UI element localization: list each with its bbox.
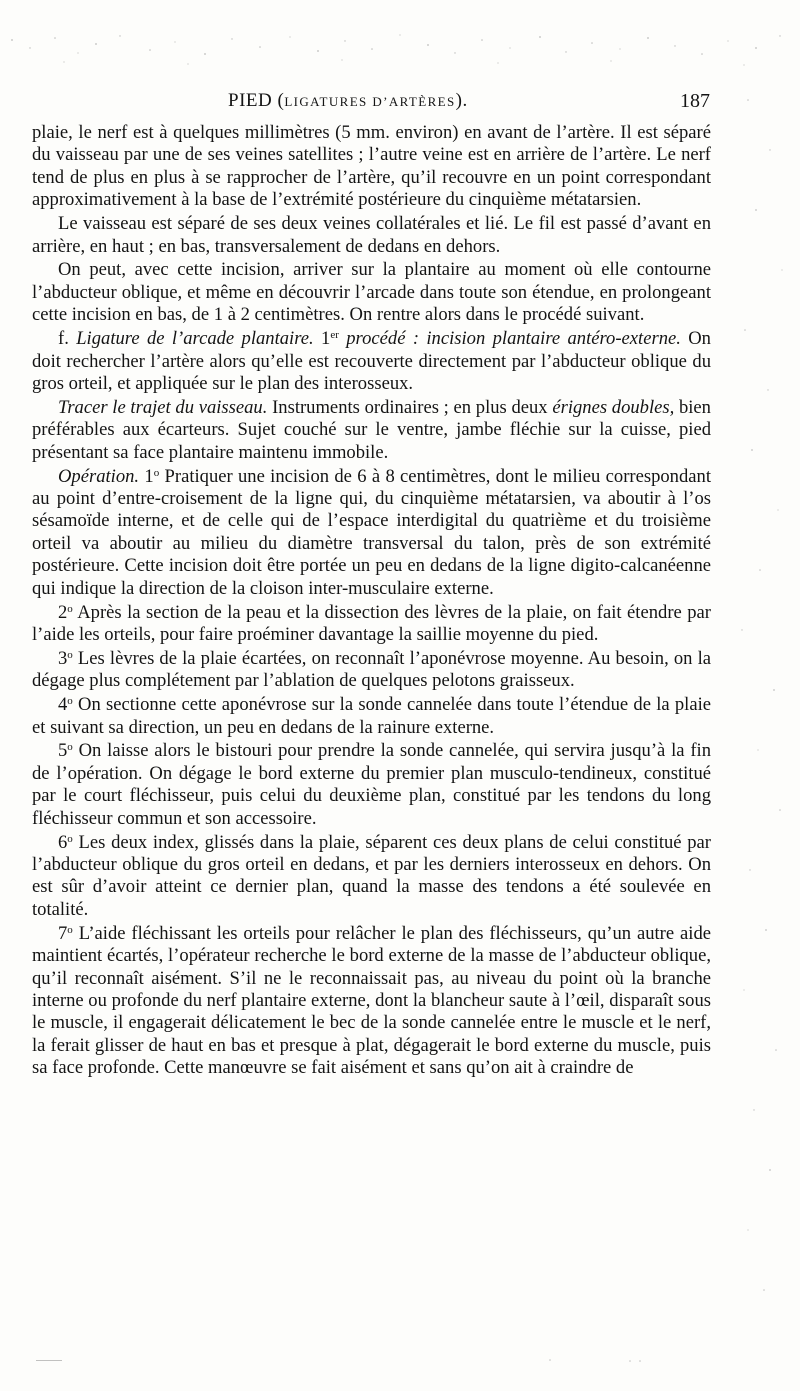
text-run: plaie, le nerf est à quelques millimètres (5 mm. environ) en avant de l’artère. Il est séparé du vaisseau par une de ses veines satellites ; l’autre veine est en arrière de l’artère. Le nerf tend de plus en plus à se rapprocher de l’artère, qu’il recouvre en un point correspondant approximativement à la base de l’extrémité postérieure du cinquième métatarsien.: [32, 122, 711, 211]
text-run: On peut, avec cette incision, arriver sur la plantaire au moment où elle contourne l’abducteur oblique, et même en découvrir l’arcade dans toute son étendue, en prolongeant cette incision en bas, de 1 à 2 centimètres. On rentre alors dans le procédé suivant.: [32, 259, 711, 326]
italic-text: érignes doubles,: [552, 396, 675, 418]
text-run: Instruments ordinaires ; en plus deux: [267, 396, 553, 418]
text-run: 6: [58, 831, 68, 853]
text-run: 3: [58, 647, 68, 669]
page-speckle-top: [0, 18, 800, 78]
superscript: o: [153, 466, 160, 479]
paragraph: [32, 694, 711, 739]
body-text: [32, 122, 711, 1081]
paragraph: [32, 466, 711, 600]
text-run: bien préférables aux écarteurs. Sujet couché sur le ventre, jambe fléchie sur la cuisse, pied présentant sa face plantaire maintenu immobile.: [32, 396, 711, 463]
running-head-main: PIED: [228, 90, 273, 111]
paragraph: [32, 122, 711, 212]
paragraph: [32, 740, 711, 830]
running-head-open: (: [277, 90, 285, 111]
page-header: [30, 90, 710, 118]
text-run: 1: [313, 328, 331, 350]
text-run: On sectionne cette aponévrose sur la sonde cannelée dans toute l’étendue de la plaie et suivant sa direction, un peu en dedans de la rainure externe.: [32, 694, 711, 738]
paragraph: [32, 648, 711, 693]
text-run: 2: [58, 601, 68, 623]
superscript: o: [67, 602, 73, 615]
text-run: Le vaisseau est séparé de ses deux veines collatérales et lié. Le fil est passé d’avant en arrière, en haut ; en bas, transversalement de dedans en dehors.: [32, 213, 711, 257]
text-run: 4: [58, 694, 68, 716]
italic-text: Opération.: [58, 465, 140, 487]
paragraph: [32, 923, 711, 1080]
italic-text: Ligature de l’arcade plantaire.: [76, 328, 314, 350]
paragraph: [32, 328, 711, 395]
text-run: L’aide fléchissant les orteils pour relâcher le plan des fléchisseurs, qu’un autre aide maintient écartés, l’opérateur recherche le bord externe de la masse de l’abducteur oblique, qu’il reconnaît aisément. S’il ne le reconnaissait pas, au niveau du point où la branche interne ou profonde du nerf plantaire externe, dont la blancheur saute à l’œil, disparaît sous le muscle, il engagerait délicatement le bec de la sonde cannelée entre le muscle et le nerf, la ferait glisser de haut en bas et presque à plat, dégagerait le bord externe du muscle, puis sa face profonde. Cette manœuvre se fait aisément et sans qu’on ait à craindre de: [32, 922, 711, 1079]
running-head-caps: LIGATURES D’ARTÈRES: [284, 94, 456, 109]
page-speckle-right-margin: [730, 60, 800, 1360]
paragraph: [32, 602, 711, 647]
paragraph: [32, 213, 711, 258]
text-run: 7: [58, 922, 68, 944]
text-run: Les deux index, glissés dans la plaie, séparent ces deux plans de celui constitué par l’abducteur oblique du gros orteil en dedans, et par les derniers interosseux en dehors. On est sûr d’avoir atteint ce dernier plan, quand la masse des tendons a été soulevée en totalité.: [32, 831, 711, 920]
superscript: o: [67, 648, 73, 661]
text-run: On doit rechercher l’artère alors qu’elle est recouverte directement par l’abducteur oblique du gros orteil, et appliquée sur le plan des interosseux.: [32, 328, 711, 394]
superscript: o: [67, 741, 73, 754]
paragraph: [32, 259, 711, 326]
text-run: Les lèvres de la plaie écartées, on reconnaît l’aponévrose moyenne. Au besoin, on la dégage plus complétement par l’ablation de quelques pelotons graisseux.: [32, 647, 711, 692]
text-run: On laisse alors le bistouri pour prendre la sonde cannelée, qui servira jusqu’à la fin de l’opération. On dégage le bord externe du premier plan musculo-tendineux, constitué par le court fléchisseur, puis celui du deuxième plan, constitué par les tendons du long fléchisseur commun et son accessoire.: [32, 740, 711, 829]
text-run: f.: [58, 328, 77, 350]
text-run: 1: [139, 465, 154, 487]
running-head-close: ).: [455, 90, 468, 111]
text-run: Après la section de la peau et la dissection des lèvres de la plaie, on fait étendre par l’aide les orteils, pour faire proéminer davantage la saillie moyenne du pied.: [32, 601, 711, 645]
text-run: Pratiquer une incision de 6 à 8 centimètres, dont le milieu correspondant au point d’entre-croisement de la ligne qui, du cinquième métatarsien, va aboutir à l’os sésamoïde interne, et de celle qui de l’espace interdigital du quatrième et du troisième orteil va aboutir au milieu du diamètre transversal du talon, près de son extrémité postérieure. Cette incision doit être portée un peu en dedans de la ligne digito-calcanéenne qui indique la direction de la cloison inter-musculaire externe.: [32, 465, 711, 599]
superscript: o: [67, 923, 73, 936]
paragraph: [32, 397, 711, 464]
text-run: 5: [58, 740, 68, 762]
superscript: o: [67, 695, 73, 708]
page-number: 187: [680, 90, 710, 112]
superscript: o: [67, 832, 73, 845]
italic-text: procédé : incision plantaire antéro-externe.: [338, 328, 681, 350]
running-head: [228, 90, 468, 112]
italic-text: Tracer le trajet du vaisseau.: [58, 396, 268, 418]
paragraph: [32, 832, 711, 922]
page-bottom-specks: [0, 1350, 800, 1370]
superscript: er: [330, 329, 339, 342]
